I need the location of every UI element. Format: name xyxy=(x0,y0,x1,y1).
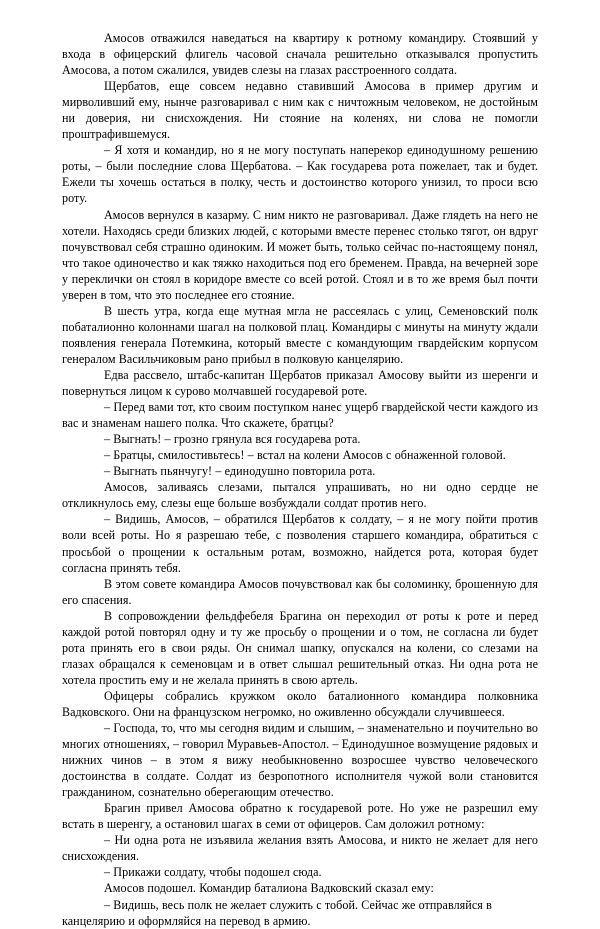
paragraph: – Выгнать! – грозно грянула вся государева рота. xyxy=(104,432,361,447)
paragraph: – Ни одна рота не изъявила желания взять Амосова, и никто не желает для него снисхождения. xyxy=(62,833,538,864)
paragraph: – Я хотя и командир, но я не могу поступать наперекор единодушному решению роты, – были последние слова Щербатова. – Как государева рота пожелает, так и будет. Ежели ты хочешь остаться в полку, честь и достоинство которого унизил, то проси всю роту. xyxy=(62,143,538,206)
paragraph: – Господа, то, что мы сегодня видим и слышим, – знаменательно и поучительно во многих отношениях, – говорил Муравьев-Апостол. – Единодушное возмущение рядовых и нижних чинов – в этом я вижу необыкновенно возросшее чувство человеческого достоинства в солдате. Солдат из безропотного исполнителя чужой воли становится гражданином, сознательно оберегающим отечество. xyxy=(62,721,538,800)
paragraph: Амосов вернулся в казарму. С ним никто не разговаривал. Даже глядеть на него не хотели. Находясь среди близких людей, с которыми вместе перенес столько тягот, он вдруг почувствовал себя страшно одиноким. И может быть, только сейчас по-настоящему понял, что такое одиночество и как тяжко находиться под его бременем. Правда, на вечерней зоре у переклички он стоял в коридоре вместе со всей ротой. Стоял и в то же время был почти уверен в том, что это последнее его стояние. xyxy=(62,207,538,302)
paragraph: Офицеры собрались кружком около баталионного командира полковника Вадковского. Они на французском негромко, но оживленно обсуждали случившееся. xyxy=(62,688,538,719)
paragraph: Амосов отважился наведаться на квартиру к ротному командиру. Стоявший у входа в офицерский флигель часовой сначала решительно отказывался пропустить Амосова, а потом сжалился, увидев слезы на глазах расстроенного солдата. xyxy=(62,31,538,78)
paragraph: – Прикажи солдату, чтобы подошел сюда. xyxy=(104,865,322,880)
paragraph: В сопровождении фельдфебеля Брагина он переходил от роты к роте и перед каждой ротой повторял одну и ту же просьбу о прощении и о том, не согласна ли будет рота принять его в свои ряды. Он снимал шапку, опускался на колени, со слезами на глазах обращался к семеновцам и в ответ слышал решительный отказ. Ни одна рота не хотела простить ему и не желала принять в свою артель. xyxy=(62,608,538,687)
paragraph: – Выгнать пьянчугу! – единодушно повторила рота. xyxy=(104,464,376,479)
body-text-column xyxy=(62,30,538,929)
paragraph: В этом совете командира Амосов почувствовал как бы соломинку, брошенную для его спасения. xyxy=(62,576,538,607)
paragraph: Щербатов, еще совсем недавно ставивший Амосова в пример другим и мирволивший ему, нынче разговаривал с ним как с ничтожным человеком, не достойным ни доверия, ни снисхождения. Ни стояние на коленях, ни слова не помогли проштрафившемуся. xyxy=(62,79,538,142)
paragraph: Брагин привел Амосова обратно к государевой роте. Но уже не разрешил ему встать в шеренгу, а остановил шагах в семи от офицеров. Сам доложил ротному: xyxy=(62,801,538,832)
paragraph: – Видишь, весь полк не желает служить с тобой. Сейчас же отправляйся в канцелярию и оформляйся на перевод в армию. xyxy=(62,897,492,928)
paragraph: Амосов, заливаясь слезами, пытался упрашивать, но ни одно сердце не откликнулось ему, слезы еще больше возбуждали солдат против него. xyxy=(62,480,538,511)
paragraph: В шесть утра, когда еще мутная мгла не рассеялась с улиц, Семеновский полк побаталионно колоннами шагал на полковой плац. Командиры с минуты на минуту ждали появления генерала Потемкина, который вместе с командующим гвардейским корпусом генералом Васильчиковым рано прибыл в полковую канцелярию. xyxy=(62,303,538,366)
paragraph: – Братцы, смилостивьтесь! – встал на колени Амосов с обнаженной головой. xyxy=(104,448,506,463)
paragraph: – Видишь, Амосов, – обратился Щербатов к солдату, – я не могу пойти против воли всей роты. Но я разрешаю тебе, с позволения старшего командира, обратиться с просьбой о прощении к остальным ротам, возможно, найдется рота, которая будет согласна принять тебя. xyxy=(62,512,538,575)
paragraph: Амосов подошел. Командир баталиона Вадковский сказал ему: xyxy=(104,881,434,896)
paragraph: Едва рассвело, штабс-капитан Щербатов приказал Амосову выйти из шеренги и повернуться лицом к сурово молчавшей государевой роте. xyxy=(62,367,538,399)
paragraph: – Перед вами тот, кто своим поступком нанес ущерб гвардейской чести каждого из вас и знаменам нашего полка. Что скажете, братцы? xyxy=(62,400,538,431)
